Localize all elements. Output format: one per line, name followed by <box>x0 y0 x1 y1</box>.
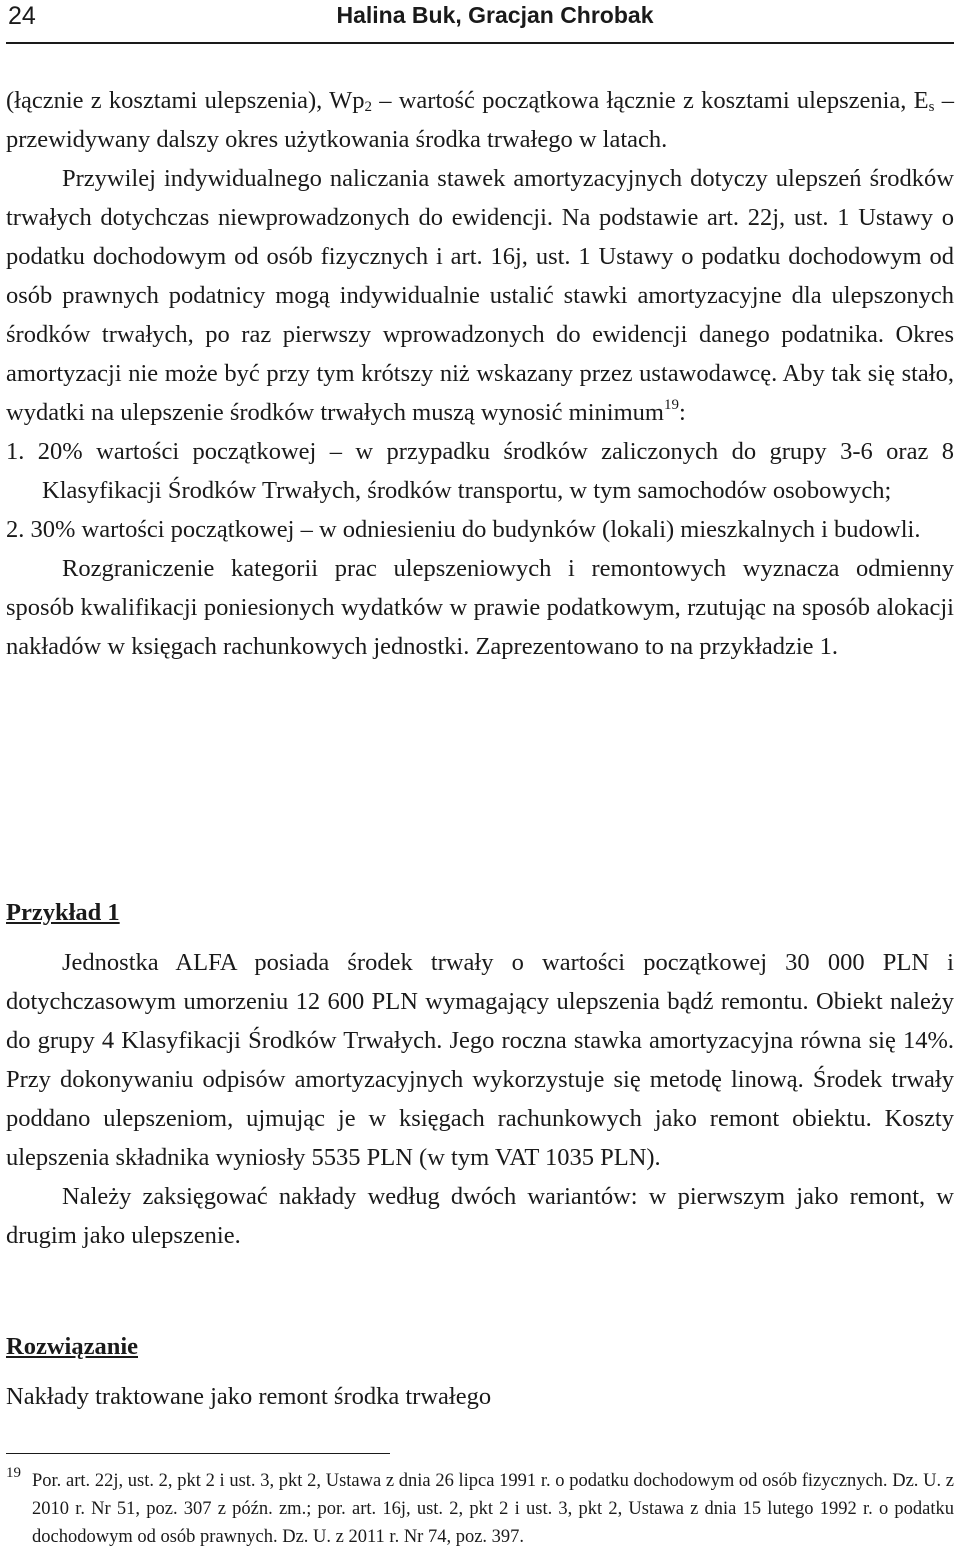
paragraph-2-colon: : <box>678 399 686 426</box>
paragraph-2 <box>6 159 954 432</box>
paragraph-1-text-b: – wartość początkowa łącznie z kosztami ulepszenia, E <box>371 87 929 114</box>
page-header <box>6 0 954 44</box>
paragraph-1-text-a: (łącznie z kosztami ulepszenia), Wp <box>6 87 365 114</box>
paragraph-1-text-c: – przewidywany dalszy okres użytkowania środka trwałego w latach. <box>6 87 954 153</box>
list-item-2: 2. 30% wartości początkowej – w odniesieniu do budynków (lokali) mieszkalnych i budowli. <box>6 516 921 543</box>
example-block <box>6 893 954 932</box>
example-text-block <box>6 943 954 1255</box>
paragraph-3: Rozgraniczenie kategorii prac ulepszeniowych i remontowych wyznacza odmienny sposób kwalifikacji poniesionych wydatków w prawie podatkowym, rzutując na sposób alokacji nakładów w księgach rachunkowych jednostki. Zaprezentowano to na przykładzie 1. <box>6 555 954 660</box>
running-title: Halina Buk, Gracjan Chrobak <box>336 2 654 28</box>
list-item-1: 1. 20% wartości początkowej – w przypadku środków zaliczonych do grupy 3-6 oraz 8 Klasyfikacji Środków Trwałych, środków transportu, w tym samochodów osobowych; <box>6 438 954 504</box>
paragraph-6: Nakłady traktowane jako remont środka trwałego <box>6 1383 492 1410</box>
footnote-ref-19[interactable]: 19 <box>663 397 679 413</box>
solution-block <box>6 1327 954 1366</box>
paragraph-4: Jednostka ALFA posiada środek trwały o wartości początkowej 30 000 PLN i dotychczasowym umorzeniu 12 600 PLN wymagający ulepszenia bądź remontu. Obiekt należy do grupy 4 Klasyfikacji Środków Trwałych. Jego roczna stawka amortyzacyjna równa się 14%. Przy dokonywaniu odpisów amortyzacyjnych wykorzystuje się metodę linową. Środek trwały poddano ulepszeniom, ujmując je w księgach rachunkowych jako remont obiektu. Koszty ulepszenia składnika wyniosły 5535 PLN (w tym VAT 1035 PLN). <box>6 949 954 1171</box>
footnote-number: 19 <box>6 1465 21 1481</box>
subscript-2: 2 <box>364 99 372 115</box>
solution-heading: Rozwiązanie <box>6 1333 138 1360</box>
solution-text-block <box>6 1377 954 1416</box>
footnote-text: Por. art. 22j, ust. 2, pkt 2 i ust. 3, pkt 2, Ustawa z dnia 26 lipca 1991 r. o podatku dochodowym od osób fizycznych. Dz. U. z 2010 r. Nr 51, poz. 307 z późn. zm.; por. art. 16j, ust. 2, pkt 2 i ust. 3, pkt 2, Ustawa z dnia 15 lutego 1992 r. o podatku dochodowym od osób prawnych. Dz. U. z 2011 r. Nr 74, poz. 397. <box>32 1471 954 1547</box>
subscript-s: s <box>928 99 935 115</box>
footnote-19 <box>6 1467 954 1551</box>
example-heading: Przykład 1 <box>6 899 120 926</box>
main-text-block <box>6 81 954 666</box>
paragraph-1 <box>6 81 954 159</box>
page-number: 24 <box>8 2 36 30</box>
footnote-divider <box>6 1453 390 1454</box>
paragraph-5: Należy zaksięgować nakłady według dwóch wariantów: w pierwszym jako remont, w drugim jako ulepszenie. <box>6 1183 954 1249</box>
paragraph-2-text: Przywilej indywidualnego naliczania stawek amortyzacyjnych dotyczy ulepszeń środków trwałych dotychczas niewprowadzonych do ewidencji. Na podstawie art. 22j, ust. 1 Ustawy o podatku dochodowym od osób fizycznych i art. 16j, ust. 1 Ustawy o podatku dochodowym od osób prawnych podatnicy mogą indywidualnie ustalić stawki amortyzacyjne dla ulepszonych środków trwałych, po raz pierwszy wprowadzonych do ewidencji danego podatnika. Okres amortyzacji nie może być przy tym krótszy niż wskazany przez ustawodawcę. Aby tak się stało, wydatki na ulepszenie środków trwałych muszą wynosić minimum <box>6 165 954 426</box>
